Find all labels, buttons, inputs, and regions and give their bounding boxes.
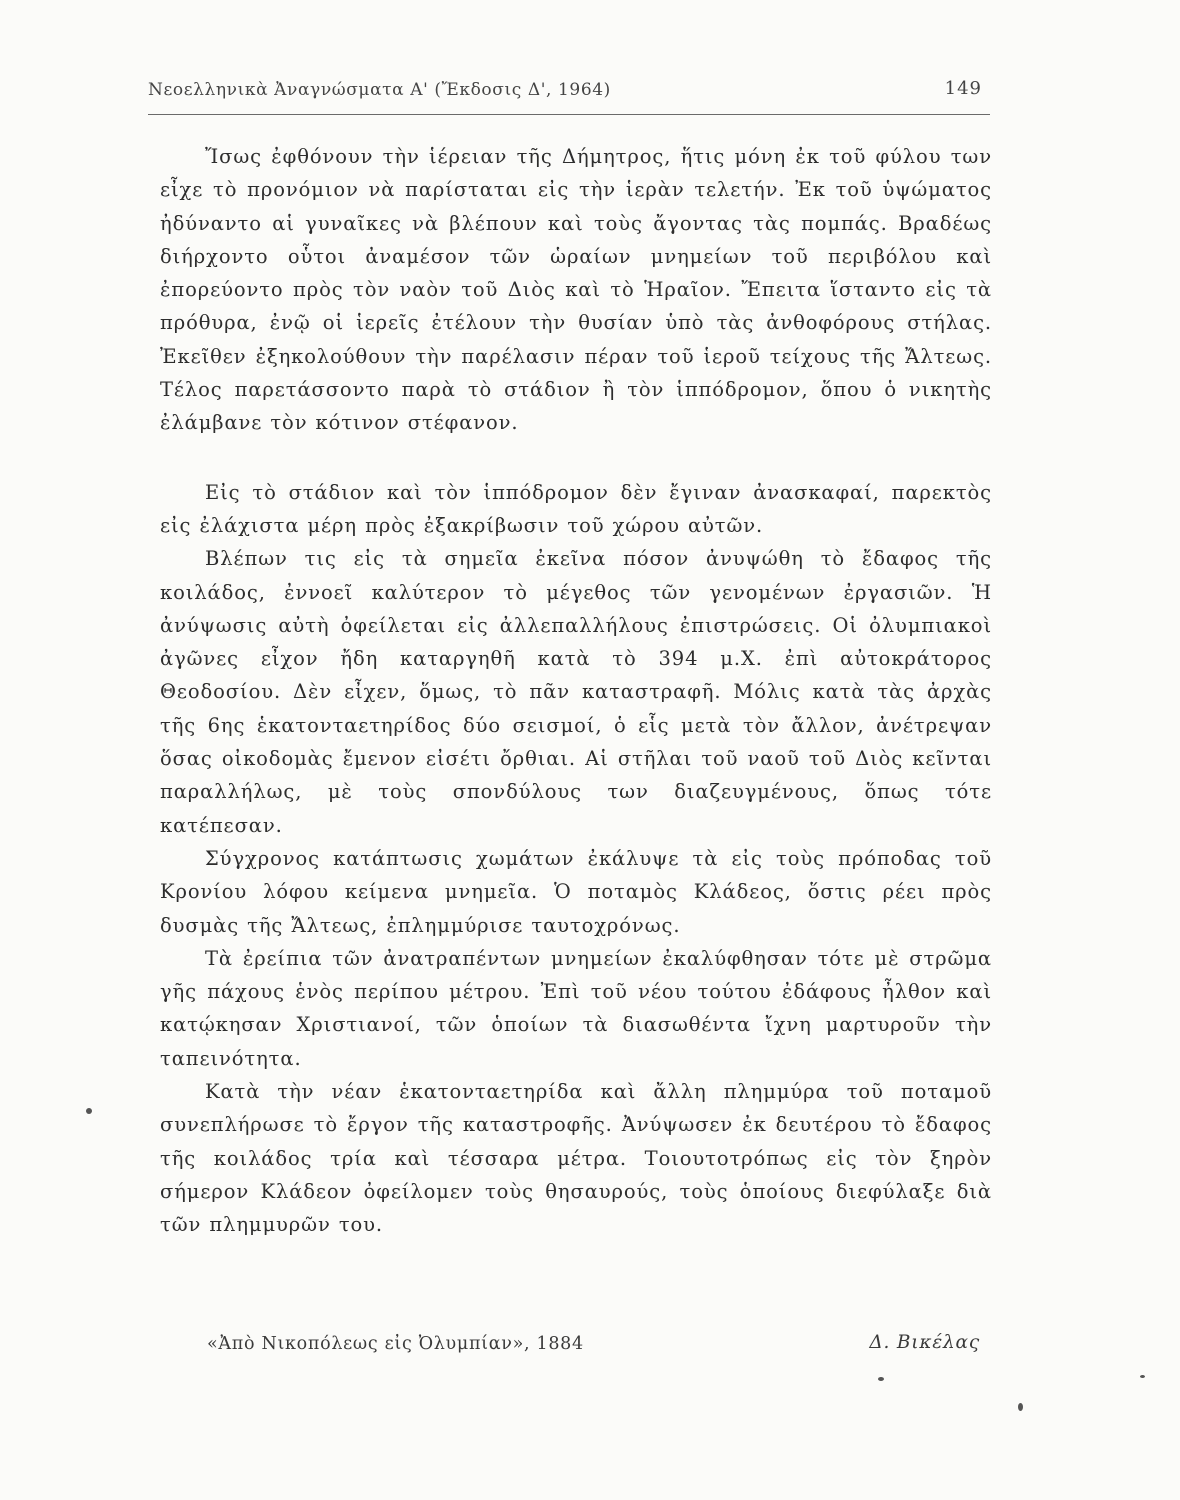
scan-speck: [878, 1377, 884, 1381]
paragraph-5: Τὰ ἐρείπια τῶν ἀνατραπέντων μνημείων ἐκαλύφθησαν τότε μὲ στρῶμα γῆς πάχους ἑνὸς περίπου μέτρου. Ἐπὶ τοῦ νέου τούτου ἐδάφους ἦλθον καὶ κατῴκησαν Χριστιανοί, τῶν ὁποίων τὰ διασωθέντα ἴχνη μαρτυροῦν τὴν ταπεινότητα.: [160, 946, 992, 1070]
source-citation: «Ἀπὸ Νικοπόλεως εἰς Ὀλυμπίαν», 1884: [207, 1334, 584, 1354]
author-signature: Δ. Βικέλας: [869, 1332, 980, 1353]
paragraph-4: Σύγχρονος κατάπτωσις χωμάτων ἐκάλυψε τὰ εἰς τοὺς πρόποδας τοῦ Κρονίου λόφου κείμενα μνημεῖα. Ὁ ποταμὸς Κλάδεος, ὅστις ρέει πρὸς δυσμὰς τῆς Ἄλτεως, ἐπλημμύρισε ταυτοχρόνως.: [160, 846, 992, 937]
running-header: [148, 74, 990, 115]
body-text: [160, 140, 992, 1242]
running-head-title: Νεοελληνικὰ Ἀναγνώσματα Α' (Ἔκδοσις Δ', 1964): [148, 80, 611, 100]
scan-speck: [86, 1108, 92, 1114]
paragraph-3: Βλέπων τις εἰς τὰ σημεῖα ἐκεῖνα πόσον ἀνυψώθη τὸ ἔδαφος τῆς κοιλάδος, ἐννοεῖ καλύτερον τὸ μέγεθος τῶν γενομένων ἐργασιῶν. Ἡ ἀνύψωσις αὐτὴ ὀφείλεται εἰς ἀλλεπαλλήλους ἐπιστρώσεις. Οἱ ὀλυμπιακοὶ ἀγῶνες εἶχον ἤδη καταργηθῆ κατὰ τὸ 394 μ.Χ. ἐπὶ αὐτοκράτορος Θεοδοσίου. Δὲν εἶχεν, ὅμως, τὸ πᾶν καταστραφῆ. Μόλις κατὰ τὰς ἀρχὰς τῆς 6ης ἑκατονταετηρίδος δύο σεισμοί, ὁ εἷς μετὰ τὸν ἄλλον, ἀνέτρεψαν ὅσας οἰκοδομὰς ἔμενον εἰσέτι ὄρθιαι. Αἱ στῆλαι τοῦ ναοῦ τοῦ Διὸς κεῖνται παραλλήλως, μὲ τοὺς σπονδύλους των διαζευγμένους, ὅπως τότε κατέπεσαν.: [160, 547, 992, 837]
page-number: 149: [944, 78, 982, 99]
scan-speck: [1140, 1375, 1145, 1378]
paragraph-6: Κατὰ τὴν νέαν ἑκατονταετηρίδα καὶ ἄλλη πλημμύρα τοῦ ποταμοῦ συνεπλήρωσε τὸ ἔργον τῆς καταστροφῆς. Ἀνύψωσεν ἐκ δευτέρου τὸ ἔδαφος τῆς κοιλάδος τρία καὶ τέσσαρα μέτρα. Τοιουτοτρόπως εἰς τὸν ξηρὸν σήμερον Κλάδεον ὀφείλομεν τοὺς θησαυρούς, τοὺς ὁποίους διεφύλαξε διὰ τῶν πλημμυρῶν του.: [160, 1080, 992, 1237]
paragraph-2: Εἰς τὸ στάδιον καὶ τὸν ἱππόδρομον δὲν ἔγιναν ἀνασκαφαί, παρεκτὸς εἰς ἐλάχιστα μέρη πρὸς ἐξακρίβωσιν τοῦ χώρου αὐτῶν.: [160, 480, 992, 537]
scan-speck: [1018, 1403, 1023, 1411]
paragraph-1: Ἴσως ἐφθόνουν τὴν ἱέρειαν τῆς Δήμητρος, ἥτις μόνη ἐκ τοῦ φύλου των εἶχε τὸ προνόμιον νὰ παρίσταται εἰς τὴν ἱερὰν τελετήν. Ἐκ τοῦ ὑψώματος ἠδύναντο αἱ γυναῖκες νὰ βλέπουν καὶ τοὺς ἄγοντας τὰς πομπάς. Βραδέως διήρχοντο οὗτοι ἀναμέσον τῶν ὡραίων μνημείων τοῦ περιβόλου καὶ ἐπορεύοντο πρὸς τὸν ναὸν τοῦ Διὸς καὶ τὸ Ἡραῖον. Ἔπειτα ἵσταντο εἰς τὰ πρόθυρα, ἐνῷ οἱ ἱερεῖς ἐτέλουν τὴν θυσίαν ὑπὸ τὰς ἀνθοφόρους στήλας. Ἐκεῖθεν ἐξηκολούθουν τὴν παρέλασιν πέραν τοῦ ἱεροῦ τείχους τῆς Ἄλτεως. Τέλος παρετάσσοντο παρὰ τὸ στάδιον ἢ τὸν ἱππόδρομον, ὅπου ὁ νικητὴς ἐλάμβανε τὸν κότινον στέφανον.: [160, 145, 992, 435]
